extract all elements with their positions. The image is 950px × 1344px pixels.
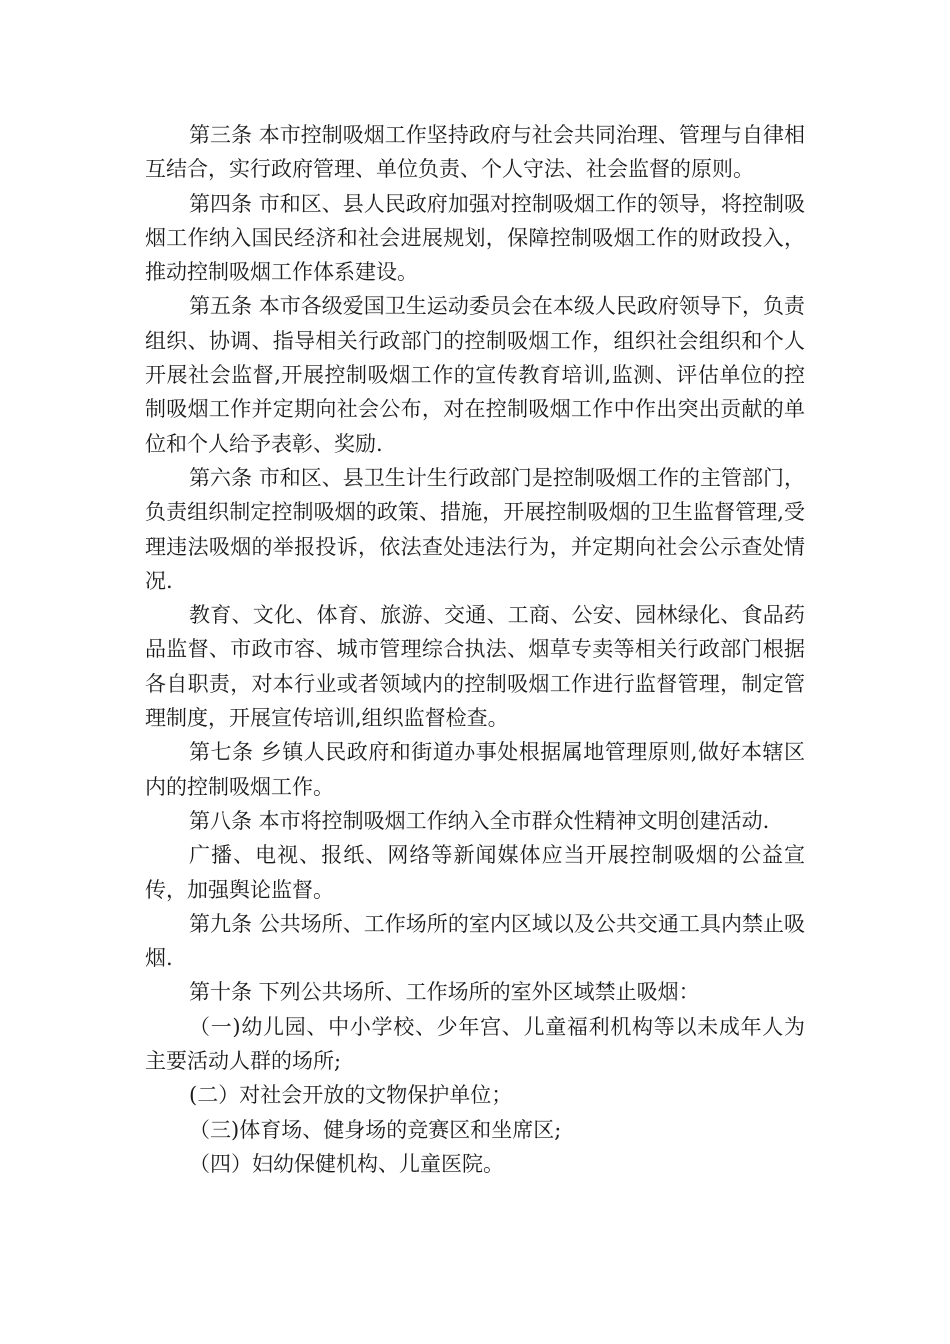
article-10: 第十条 下列公共场所、工作场所的室外区域禁止吸烟： [189, 980, 700, 1005]
article-4: 第四条 市和区、县人民政府加强对控制吸烟工作的领导，将控制吸烟工作纳入国民经济和社会进展规划，保障控制吸烟工作的财政投入，推动控制吸烟工作体系建设。 [145, 191, 805, 285]
article-6: 第六条 市和区、县卫生计生行政部门是控制吸烟工作的主管部门，负责组织制定控制吸烟的政策、措施，开展控制吸烟的卫生监督管理,受理违法吸烟的举报投诉，依法查处违法行为，并定期向社会公示查处情况. [145, 465, 805, 593]
article-3: 第三条 本市控制吸烟工作坚持政府与社会共同治理、管理与自律相互结合，实行政府管理、单位负责、个人守法、社会监督的原则。 [145, 123, 805, 182]
article-5: 第五条 本市各级爱国卫生运动委员会在本级人民政府领导下，负责组织、协调、指导相关行政部门的控制吸烟工作，组织社会组织和个人开展社会监督,开展控制吸烟工作的宣传教育培训,监测、评估单位的控制吸烟工作并定期向社会公布，对在控制吸烟工作中作出突出贡献的单位和个人给予表彰、奖励. [145, 294, 805, 456]
article-8-media: 广播、电视、报纸、网络等新闻媒体应当开展控制吸烟的公益宣传，加强舆论监督。 [145, 843, 805, 902]
article-10-item-3: （三)体育场、健身场的竞赛区和坐席区; [189, 1117, 562, 1142]
article-9: 第九条 公共场所、工作场所的室内区域以及公共交通工具内禁止吸烟. [145, 911, 805, 971]
article-10-item-4: （四）妇幼保健机构、儿童医院。 [189, 1151, 504, 1176]
article-10-item-2: (二）对社会开放的文物保护单位； [189, 1083, 513, 1108]
article-8: 第八条 本市将控制吸烟工作纳入全市群众性精神文明创建活动. [189, 808, 770, 833]
document-body [145, 118, 805, 1181]
article-10-item-1: （一)幼儿园、中小学校、少年宫、儿童福利机构等以未成年人为主要活动人群的场所; [145, 1014, 805, 1074]
article-7: 第七条 乡镇人民政府和街道办事处根据属地管理原则,做好本辖区内的控制吸烟工作。 [145, 740, 805, 799]
article-6-departments: 教育、文化、体育、旅游、交通、工商、公安、园林绿化、食品药品监督、市政市容、城市管理综合执法、烟草专卖等相关行政部门根据各自职责，对本行业或者领域内的控制吸烟工作进行监督管理，制定管理制度，开展宣传培训,组织监督检查。 [145, 603, 805, 731]
